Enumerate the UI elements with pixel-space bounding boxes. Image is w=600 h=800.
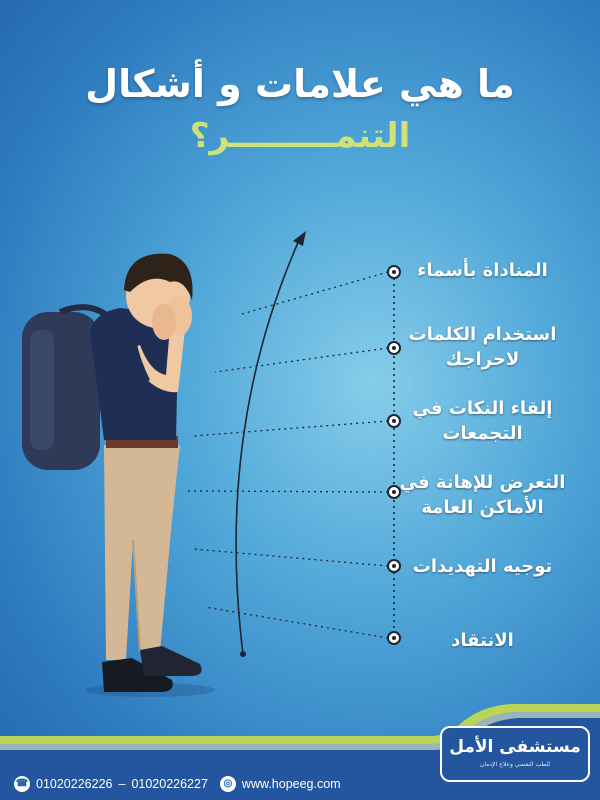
globe-icon: ◎ — [220, 776, 236, 792]
connector-line — [205, 607, 388, 638]
phone-number-2[interactable]: 01020226227 — [131, 777, 208, 791]
hospital-logo — [440, 726, 590, 782]
crying-boy-illustration — [22, 254, 215, 697]
poster-subtitle: التنمـــــــــر؟ — [189, 116, 411, 156]
bullying-sign-label: توجيه التهديدات — [412, 556, 553, 577]
arrow-head-icon — [293, 231, 306, 246]
connector-line — [193, 549, 388, 566]
website-link[interactable]: www.hopeeg.com — [241, 777, 341, 791]
logo-name: مستشفى الأمل — [449, 737, 581, 757]
phone-number-1[interactable]: 01020226226 — [36, 777, 113, 791]
bullying-sign-label: المناداة بأسماء — [417, 260, 548, 281]
curved-arrow — [236, 238, 300, 654]
bullying-sign-label: التعرض للإهانة في الأماكن العامة — [399, 472, 566, 518]
bullying-sign-label: إلقاء النكات في التجمعات — [412, 398, 553, 444]
bullying-sign-label: استخدام الكلمات لاحراجك — [408, 324, 557, 370]
arrow-tail-dot — [240, 651, 246, 657]
phone-icon: ☎ — [14, 776, 30, 792]
connector-line — [193, 421, 388, 436]
connector-line — [242, 272, 388, 314]
bullying-sign-label: الانتقاد — [451, 630, 514, 651]
phone-separator: – — [118, 777, 126, 791]
connector-line — [187, 491, 388, 492]
logo-tagline: للطب النفسي وعلاج الإدمان — [479, 761, 551, 768]
connector-line — [215, 348, 388, 372]
poster-title: ما هي علامات و أشكال — [85, 62, 515, 106]
contact-bar — [0, 774, 424, 794]
